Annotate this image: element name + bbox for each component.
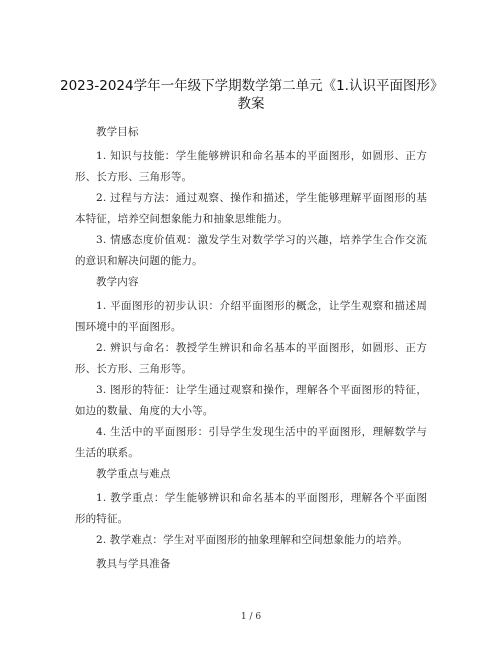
section-heading-content: 教学内容 [96,276,139,288]
paragraph-objective-3: 3. 情感态度价值观：激发学生对数学学习的兴趣，培养学生合作交流的意识和解决问题的能力。 [75,234,427,267]
paragraph-objective-1: 1. 知识与技能：学生能够辨识和命名基本的平面图形，如圆形、正方形、长方形、三角形等。 [75,150,427,183]
section-heading-objectives: 教学目标 [96,126,139,138]
paragraph-content-2: 2. 辨识与命名：教授学生辨识和命名基本的平面图形，如圆形、正方形、长方形、三角形等。 [75,342,427,375]
paragraph-key-point-1: 1. 教学重点：学生能够辨识和命名基本的平面图形，理解各个平面图形的特征。 [75,492,427,525]
paragraph-key-point-2: 2. 教学难点：学生对平面图形的抽象理解和空间想象能力的培养。 [96,534,409,546]
paragraph-content-3: 3. 图形的特征：让学生通过观察和操作，理解各个平面图形的特征，如边的数量、角度的大小等。 [75,384,427,417]
paragraph-content-4: 4. 生活中的平面图形：引导学生发现生活中的平面图形，理解数学与生活的联系。 [75,426,427,459]
document-title-line-2: 教案 [237,96,265,112]
section-heading-key-points: 教学重点与难点 [96,468,171,480]
page-number: 1 / 6 [240,612,262,622]
document-title-line-1: 2023-2024学年一年级下学期数学第二单元《1.认识平面图形》 [60,78,444,94]
section-heading-materials: 教具与学具准备 [96,558,171,570]
paragraph-objective-2: 2. 过程与方法：通过观察、操作和描述，学生能够理解平面图形的基本特征，培养空间想象能力和抽象思维能力。 [75,192,427,225]
paragraph-content-1: 1. 平面图形的初步认识：介绍平面图形的概念，让学生观察和描述周围环境中的平面图形。 [75,300,427,333]
